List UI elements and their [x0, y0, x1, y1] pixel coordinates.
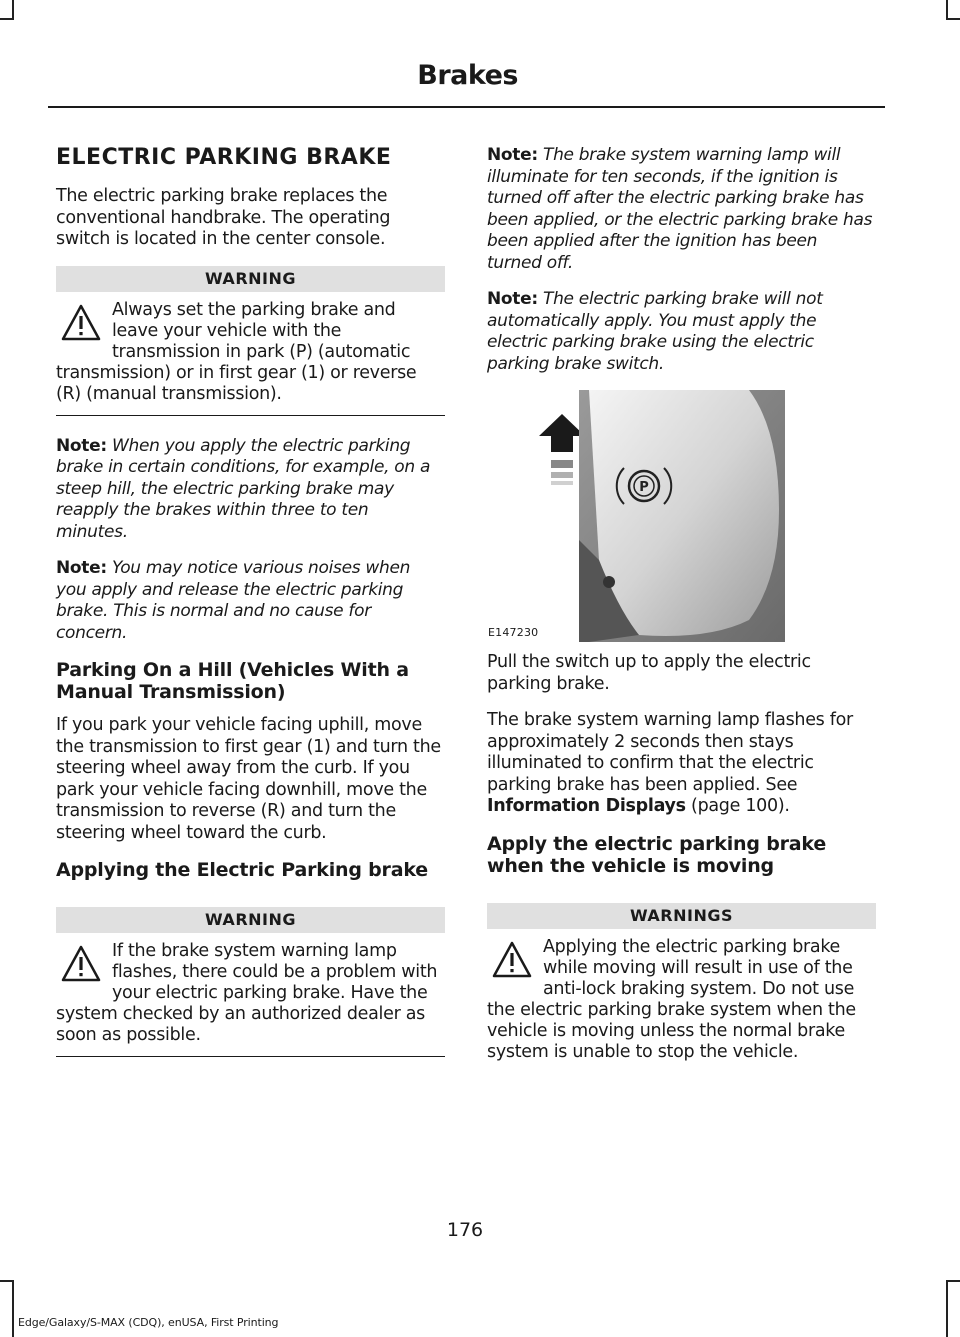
warning-heading: WARNINGS — [487, 903, 876, 929]
parking-brake-switch-illustration — [579, 390, 785, 642]
crop-mark-bottom-left-v — [12, 1280, 14, 1337]
intro-paragraph: The electric parking brake replaces the conventional handbrake. The operating switch is located in the center console. — [56, 186, 391, 249]
warning-text: Applying the electric parking brake while moving will result in use of the anti-lock braking system. Do not use the electric parking brake system when the vehicle is moving unless the normal brake system is unable to stop the vehicle. — [487, 936, 856, 1062]
warning-heading: WARNING — [56, 266, 445, 292]
header-rule — [48, 106, 885, 108]
crop-mark-top-left-v — [12, 0, 14, 18]
note-text: The electric parking brake will not automatically apply. You must apply the electric parking brake using the electric parking brake switch. — [487, 289, 823, 374]
warning-box — [56, 266, 445, 416]
warning-box — [56, 907, 445, 1057]
left-column — [56, 145, 445, 1077]
edition-footer: Edge/Galaxy/S-MAX (CDQ), enUSA, First Printing — [18, 1316, 279, 1329]
right-column — [487, 145, 876, 1093]
warning-body — [487, 937, 876, 1063]
note-text: When you apply the electric parking brake in certain conditions, for example, on a steep hill, the electric parking brake may reapply the brakes within three to ten minutes. — [56, 435, 431, 542]
crop-mark-bottom-right-v — [946, 1280, 948, 1337]
note-label: Note: — [56, 435, 107, 456]
page-header-title: Brakes — [417, 60, 518, 91]
warning-lamp-text: The brake system warning lamp flashes for approximately 2 seconds then stays illuminated to confirm that the electric parking brake has been applied. See — [487, 710, 853, 795]
warning-triangle-icon — [60, 943, 102, 985]
hill-parking-paragraph: If you park your vehicle facing uphill, move the transmission to first gear (1) and turn the steering wheel away from the curb. If you park your vehicle facing downhill, move the transmission to reverse (R) and turn the steering wheel toward the curb. — [56, 715, 441, 843]
note-paragraph — [56, 558, 445, 644]
figure-code: E147230 — [488, 626, 539, 639]
warning-lamp-paragraph — [487, 710, 876, 818]
warning-text: If the brake system warning lamp flashes, there could be a problem with your electric parking brake. Have the system checked by an authorized dealer as soon as possible. — [56, 941, 438, 1045]
pull-switch-paragraph: Pull the switch up to apply the electric parking brake. — [487, 652, 811, 694]
note-paragraph — [56, 436, 445, 544]
note-paragraph — [487, 289, 876, 375]
crop-mark-bottom-left-h — [0, 1280, 14, 1282]
crop-mark-bottom-right-h — [946, 1280, 960, 1282]
warning-text: Always set the parking brake and leave your vehicle with the transmission in park (P) (automatic transmission) or in first gear (1) or reverse (R) (manual transmission). — [56, 299, 417, 404]
page-number: 176 — [446, 1219, 484, 1241]
subsection-title: Apply the electric parking brake when the vehicle is moving — [487, 832, 827, 877]
note-text: The brake system warning lamp will illuminate for ten seconds, if the ignition is turned off after the electric parking brake has been applied, or the electric parking brake has been applied after the ignition has been turned off. — [487, 145, 873, 273]
warning-triangle-icon — [60, 302, 102, 344]
crop-mark-top-left-h — [0, 18, 14, 20]
crop-mark-top-right-v — [946, 0, 948, 18]
note-label: Note: — [487, 145, 538, 165]
crop-mark-top-right-h — [946, 18, 960, 20]
note-text: You may notice various noises when you apply and release the electric parking brake. This is normal and no cause for concern. — [56, 558, 411, 643]
xref-page: (page 100). — [691, 796, 790, 816]
note-label: Note: — [56, 558, 107, 578]
parking-brake-switch-figure — [487, 390, 787, 642]
section-title: ELECTRIC PARKING BRAKE — [56, 145, 392, 170]
warning-triangle-icon — [491, 939, 533, 981]
svg-text:P: P — [639, 480, 649, 495]
note-paragraph — [487, 145, 876, 274]
note-label: Note: — [487, 289, 538, 309]
warning-heading: WARNING — [56, 907, 445, 933]
subsection-title: Applying the Electric Parking brake — [56, 859, 428, 881]
warning-box — [487, 903, 876, 1073]
warning-body — [56, 300, 445, 405]
subsection-title: Parking On a Hill (Vehicles With a Manual Transmission) — [56, 659, 409, 703]
warning-body — [56, 941, 445, 1046]
information-displays-link[interactable]: Information Displays — [487, 796, 686, 816]
